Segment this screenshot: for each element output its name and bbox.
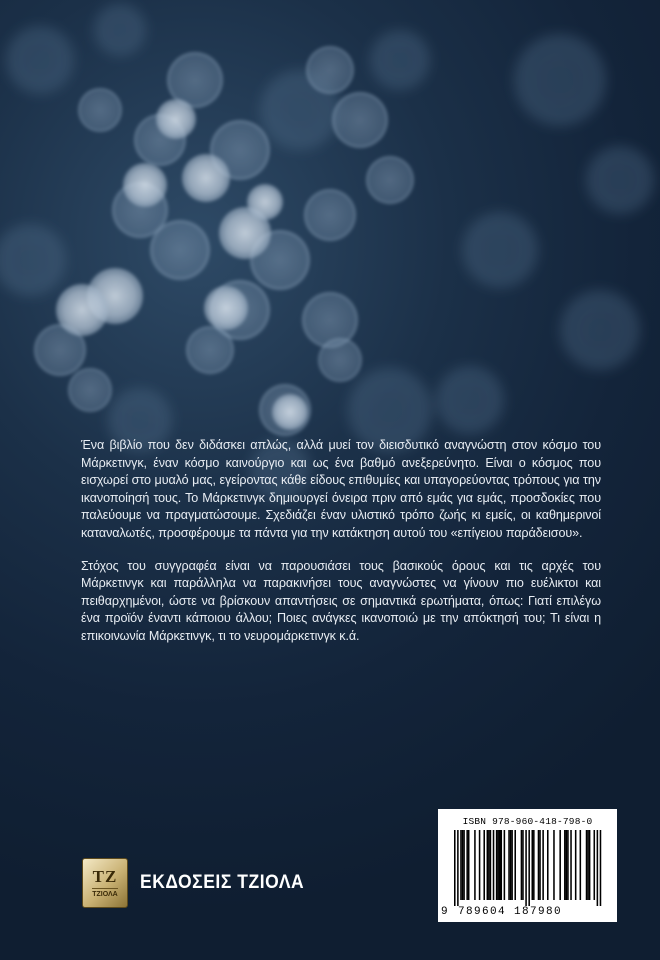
barcode-bar (497, 830, 499, 900)
barcode-bar (460, 830, 462, 900)
barcode-bar (463, 830, 465, 900)
barcode-bar (575, 830, 577, 900)
barcode-bar (474, 830, 476, 900)
publisher-logo (82, 858, 128, 908)
barcode-bar (490, 830, 492, 900)
barcode-bars (448, 830, 607, 906)
barcode-bar (468, 830, 470, 900)
barcode-bar (542, 830, 544, 900)
barcode-bar (600, 830, 602, 906)
barcode-bar (462, 830, 464, 900)
blurb-paragraph-1: Ένα βιβλίο που δεν διδάσκει απλώς, αλλά μυεί τον διεισδυτικό αναγνώστη στον κόσμο του Μάρκετινγκ, έναν κόσμο καινούργιο και ως ένα βαθμό ανεξερεύνητο. Είναι ο κόσμος που εισχωρεί στο μυαλό μας, εγείροντας κάθε είδους επιθυμίες και υπαγορεύοντας τρόπους για την ικανοποίησή τους. Το Μάρκετινγκ δημιουργεί όνειρα πριν από εμάς για εμάς, προσδοκίες που παλεύουμε να πραγματώσουμε. Σχεδιάζει έναν υλιστικό τρόπο ζωής κι εμείς, οι καθημερινοί καταναλωτές, προσφέρουμε τα πάντα για την κατάκτηση αυτού του «επίγειου παράδεισου». (81, 438, 601, 540)
barcode-bar (487, 830, 489, 900)
barcode-bar (580, 830, 582, 900)
barcode-bar (533, 830, 535, 900)
barcode-bar (594, 830, 596, 900)
barcode-bar (522, 830, 524, 900)
barcode-bar (454, 830, 456, 906)
barcode-bar (589, 830, 591, 900)
barcode-bar (570, 830, 572, 900)
barcode-bar (525, 830, 527, 906)
barcode-bar (466, 830, 468, 900)
barcode-bar (521, 830, 523, 900)
barcode-bar (514, 830, 516, 900)
isbn-barcode (438, 809, 617, 922)
barcode-bar (597, 830, 599, 906)
ean-digit-groups: 789604 187980 (458, 906, 563, 918)
barcode-bar (539, 830, 541, 900)
barcode-bar (496, 830, 498, 900)
barcode-bar (483, 830, 485, 900)
publisher-brand (82, 853, 319, 913)
blurb-paragraph-2: Στόχος του συγγραφέα είναι να παρουσιάσει τους βασικούς όρους και τις αρχές του Μάρκετινγκ και παράλληλα να παρακινήσει τους αναγνώστες να γίνουν πιο ευέλικτοι και πειθαρχημένοι, ώστε να βρίσκουν απαντήσεις σε σημαντικά ερωτήματα, όπως: Γιατί επιλέγω ένα προϊόν έναντι κάποιου άλλου; Ποιες ανάγκες ικανοποιώ με την απόκτησή του; Τι είναι η επικοινωνία Μάρκετινγκ, τι το νευρομάρκετινγκ κ.ά. (81, 558, 601, 643)
barcode-bar (559, 830, 561, 900)
barcode-bar (499, 830, 501, 900)
barcode-bar (532, 830, 534, 900)
barcode-bar (488, 830, 490, 900)
barcode-bar (493, 830, 495, 900)
barcode-bar (547, 830, 549, 900)
barcode-bar (510, 830, 512, 900)
back-cover-blurb (81, 437, 601, 661)
barcode-bar (528, 830, 530, 906)
publisher-name: ΕΚΔΟΣΕΙΣ ΤΖΙΟΛΑ (140, 872, 305, 893)
barcode-bar (501, 830, 503, 900)
barcode-bar (508, 830, 510, 900)
barcode-bar (511, 830, 513, 900)
logo-monogram: ΤΖ (92, 866, 118, 886)
barcode-bar (457, 830, 459, 906)
barcode-bar (553, 830, 555, 900)
barcode-bar (567, 830, 569, 900)
barcode-bar (479, 830, 481, 900)
barcode-bar (564, 830, 566, 900)
barcode-bar (504, 830, 506, 900)
barcode-bar (587, 830, 589, 900)
isbn-label: ISBN 978-960-418-798-0 (462, 816, 593, 827)
logo-name: ΤΖΙΟΛΑ (92, 888, 117, 899)
barcode-bar (586, 830, 588, 900)
barcode-bar (538, 830, 540, 900)
ean-first-digit: 9 (441, 906, 448, 918)
barcode-bar (566, 830, 568, 900)
